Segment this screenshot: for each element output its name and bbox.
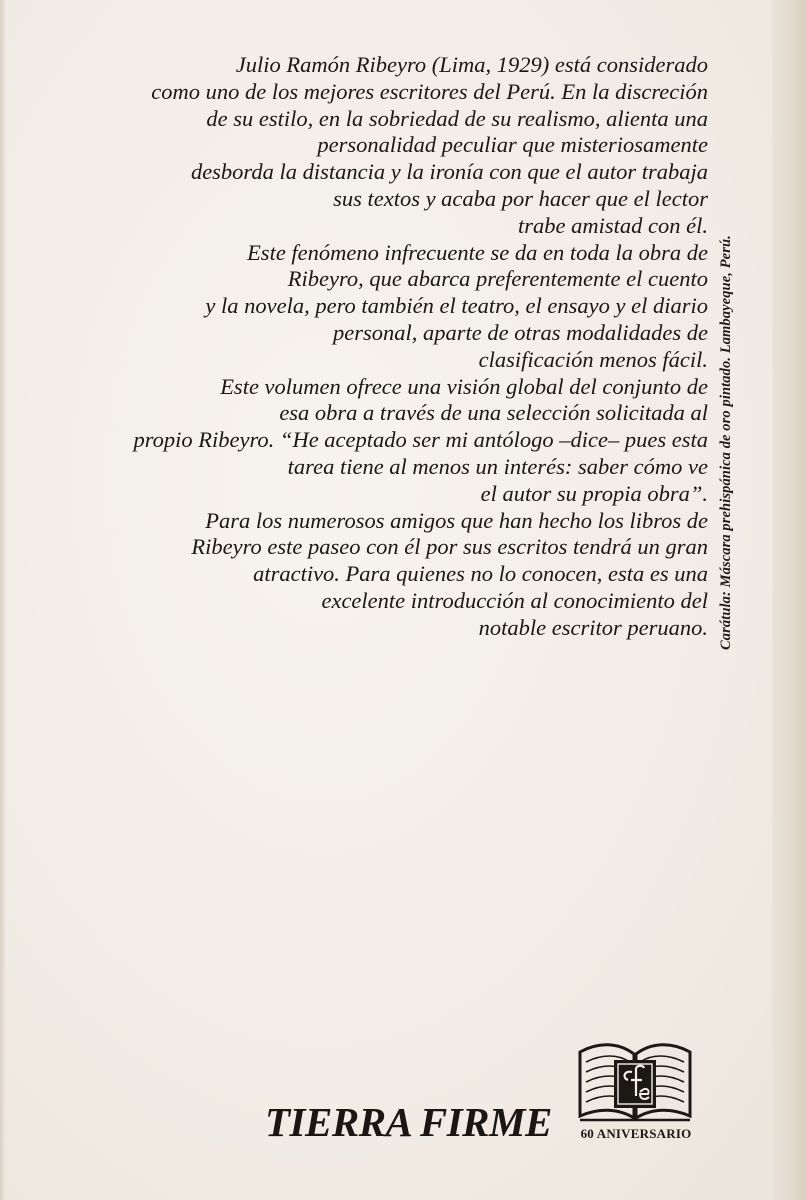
blurb-line: como uno de los mejores escritores del Perú. En la discreción xyxy=(151,78,708,104)
blurb-line: el autor su propia obra”. xyxy=(480,480,708,506)
blurb-line: Ribeyro este paseo con él por sus escritos tendrá un gran xyxy=(191,534,708,560)
anniversary-label: 60 ANIVERSARIO xyxy=(580,1126,692,1141)
cover-left-edge xyxy=(0,0,6,1200)
blurb-line: desborda la distancia y la ironía con que el autor trabaja xyxy=(190,159,708,185)
back-cover-blurb xyxy=(60,52,708,642)
blurb-line: clasificación menos fácil. xyxy=(478,346,708,372)
blurb-line: notable escritor peruano. xyxy=(478,614,708,640)
blurb-line: Este fenómeno infrecuente se da en toda la obra de xyxy=(247,239,708,265)
cover-right-edge xyxy=(772,0,806,1200)
blurb-line: sus textos y acaba por hacer que el lector xyxy=(333,185,708,211)
blurb-line: esa obra a través de una selección solicitada al xyxy=(279,400,708,426)
blurb-line: tarea tiene al menos un interés: saber cómo ve xyxy=(287,453,708,479)
series-title: TIERRA FIRME xyxy=(265,1099,552,1145)
blurb-line: personalidad peculiar que misteriosamente xyxy=(317,132,708,158)
blurb-line: Este volumen ofrece una visión global del conjunto de xyxy=(220,373,708,399)
blurb-line: atractivo. Para quienes no lo conocen, esta es una xyxy=(253,561,708,587)
blurb-line: Ribeyro, que abarca preferentemente el cuento xyxy=(287,266,708,292)
blurb-line: personal, aparte de otras modalidades de xyxy=(333,319,708,345)
blurb-line: de su estilo, en la sobriedad de su realismo, alienta una xyxy=(206,105,708,131)
blurb-line: Para los numerosos amigos que han hecho los libros de xyxy=(205,507,708,533)
blurb-line: Julio Ramón Ribeyro (Lima, 1929) está considerado xyxy=(235,52,708,77)
blurb-line: propio Ribeyro. “He aceptado ser mi antólogo –dice– pues esta xyxy=(133,427,708,453)
blurb-line: excelente introducción al conocimiento del xyxy=(321,587,708,613)
blurb-line: trabe amistad con él. xyxy=(518,212,708,238)
blurb-line: y la novela, pero también el teatro, el ensayo y el diario xyxy=(205,293,708,319)
cover-credit: Carátula: Máscara prehispánica de oro pintado. Lambayeque, Perú. xyxy=(718,235,734,650)
